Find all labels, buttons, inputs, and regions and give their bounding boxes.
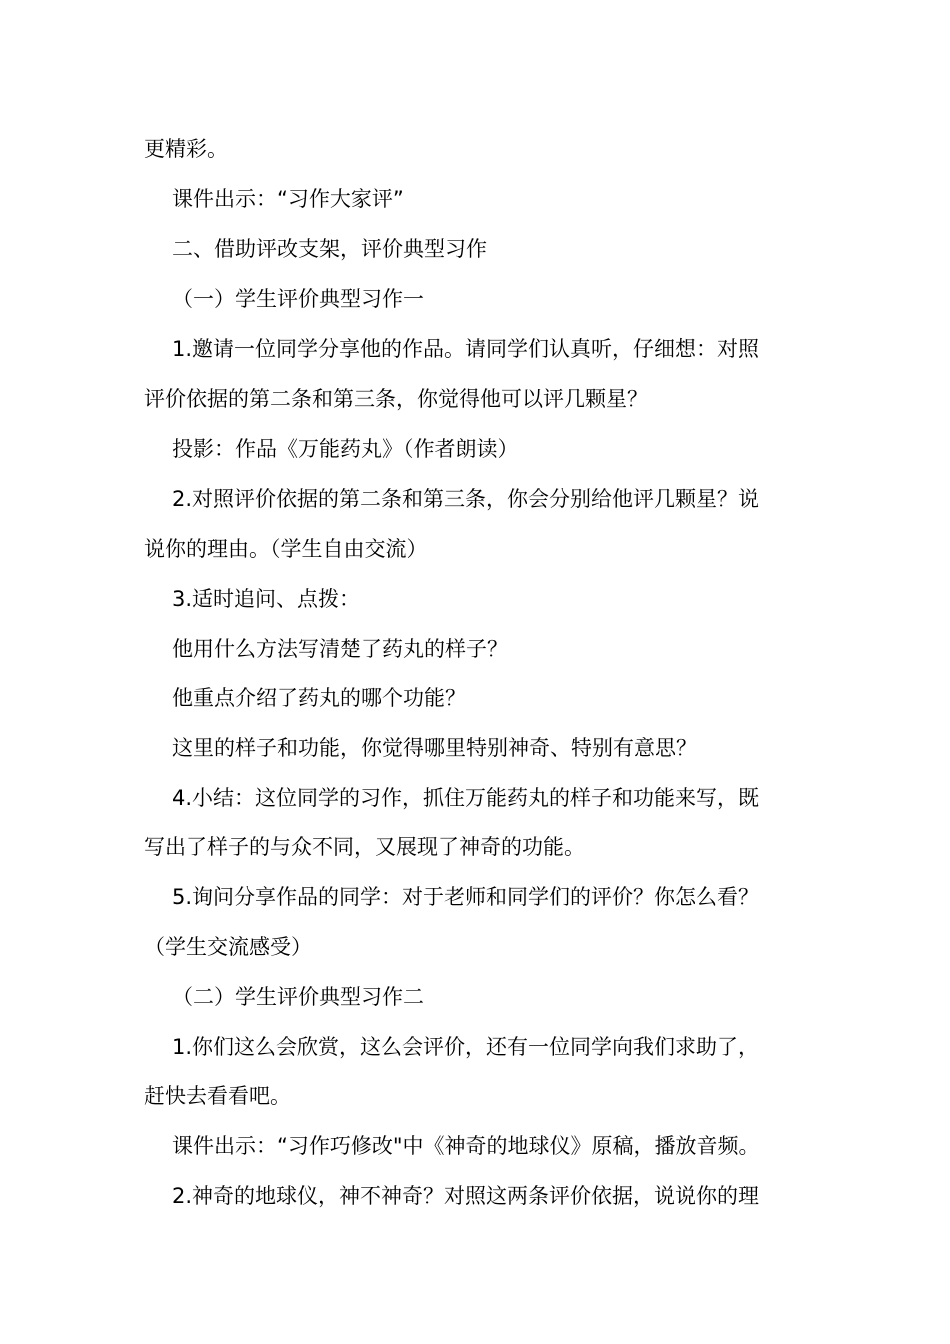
text-line: 更精彩。 bbox=[144, 137, 228, 161]
text-line: 2.对照评价依据的第二条和第三条，你会分别给他评几颗星？说 bbox=[172, 487, 760, 511]
subsection-heading: （二）学生评价典型习作二 bbox=[172, 985, 424, 1009]
text-line: 评价依据的第二条和第三条，你觉得他可以评几颗星？ bbox=[144, 387, 648, 411]
text-line: 课件出示：“习作巧修改"中《神奇的地球仪》原稿，播放音频。 bbox=[172, 1134, 760, 1158]
text-line: 3.适时追问、点拨： bbox=[172, 587, 361, 611]
subsection-heading: （一）学生评价典型习作一 bbox=[172, 287, 424, 311]
text-line: 课件出示：“习作大家评” bbox=[172, 187, 404, 211]
text-line: 他用什么方法写清楚了药丸的样子？ bbox=[172, 637, 508, 661]
text-line: 说你的理由。（学生自由交流） bbox=[144, 537, 428, 561]
text-line: （学生交流感受） bbox=[144, 935, 312, 959]
text-line: 赶快去看看吧。 bbox=[144, 1084, 291, 1108]
text-line: 1.邀请一位同学分享他的作品。请同学们认真听，仔细想：对照 bbox=[172, 337, 760, 361]
text-line: 投影：作品《万能药丸》（作者朗读） bbox=[172, 437, 519, 461]
text-line: 这里的样子和功能，你觉得哪里特别神奇、特别有意思？ bbox=[172, 736, 697, 760]
section-heading: 二、借助评改支架，评价典型习作 bbox=[172, 237, 487, 261]
text-line: 5.询问分享作品的同学：对于老师和同学们的评价？你怎么看？ bbox=[172, 885, 760, 909]
text-line: 2.神奇的地球仪，神不神奇？对照这两条评价依据，说说你的理 bbox=[172, 1184, 760, 1208]
text-line: 4.小结：这位同学的习作，抓住万能药丸的样子和功能来写，既 bbox=[172, 786, 760, 810]
text-line: 他重点介绍了药丸的哪个功能？ bbox=[172, 686, 466, 710]
text-line: 写出了样子的与众不同，又展现了神奇的功能。 bbox=[144, 835, 585, 859]
text-line: 1.你们这么会欣赏，这么会评价，还有一位同学向我们求助了， bbox=[172, 1035, 760, 1059]
